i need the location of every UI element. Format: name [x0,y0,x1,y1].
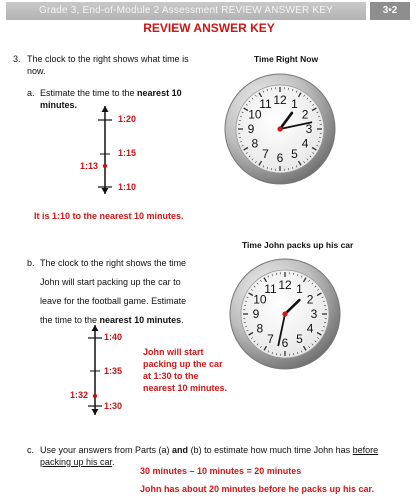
clock-b-number: 5 [296,332,303,347]
timeline-a-top-label: 1:20 [118,114,137,124]
clock-b-caption: Time John packs up his car [242,240,354,250]
clock-b-number: 1 [296,281,303,296]
module-badge: 3•2 [370,2,410,20]
timeline-a-bottom-label: 1:10 [118,182,137,192]
part-b-prompt-line3: leave for the football game. Estimate [40,296,187,306]
timeline-b [86,325,106,417]
part-b-prompt-line2: John will start packing up the car to [40,277,181,287]
timeline-b-top-label: 1:40 [104,332,123,342]
part-b-prompt-line4 [40,314,184,326]
clock-a-caption: Time Right Now [254,54,319,64]
clock-a-number: 11 [259,96,272,111]
part-a-prompt-bold: nearest 10 [137,88,182,98]
part-b-prompt-end: . [181,315,184,325]
part-a-prompt-line1 [40,87,182,99]
part-b-answer-line4: nearest 10 minutes. [143,383,228,393]
part-c-prompt-period: . [112,457,115,467]
part-c-prompt-and: and [172,445,189,455]
part-b-letter: b. [27,258,35,268]
part-b-answer-line1: John will start [143,347,204,357]
part-b-prompt-line1: The clock to the right shows the time [40,258,187,268]
part-a-prompt-text: Estimate the time to the [40,88,138,98]
clock-a [224,73,336,185]
clock-a-number: 6 [276,151,284,165]
problem-intro-line1: The clock to the right shows what time is [27,54,189,64]
part-c-prompt-before: before [352,445,379,455]
clock-a-number: 9 [247,122,255,136]
clock-a-number: 4 [301,136,309,151]
timeline-a [96,106,116,196]
clock-b-number: 11 [264,281,277,296]
clock-b [229,258,341,370]
timeline-b-mid-label: 1:35 [104,366,123,376]
part-b-answer-line2: packing up the car [143,359,223,369]
timeline-b-bottom-label: 1:30 [104,401,123,411]
part-a-letter: a. [27,88,35,98]
assessment-header: Grade 3, End-of-Module 2 Assessment REVIEW ANSWER KEY [6,2,366,20]
clock-a-number: 3 [305,122,313,136]
clock-a-number: 5 [291,147,298,162]
timeline-a-mid-label: 1:15 [118,148,137,158]
part-c-prompt-underlined: packing up his car [40,457,113,467]
clock-b-number: 2 [306,292,314,307]
clock-a-number: 2 [301,107,309,122]
clock-a-number: 10 [248,107,262,122]
clock-a-number: 1 [291,96,298,111]
part-c-answer-line2: John has about 20 minutes before he packs up his car. [140,484,375,494]
clock-b-number: 4 [306,321,314,336]
clock-a-number: 8 [251,136,259,151]
answer-key-title: REVIEW ANSWER KEY [143,21,275,35]
part-b-prompt-bold: nearest 10 minutes [99,315,182,325]
clock-b-number: 9 [252,307,260,321]
clock-b-number: 3 [310,307,318,321]
clock-b-number: 10 [253,292,267,307]
part-c-prompt-text-b: (b) to estimate how much time John has [188,445,353,455]
clock-a-number: 12 [273,93,287,107]
timeline-a-marked-label: 1:13 [80,161,99,171]
clock-b-number: 12 [278,278,292,292]
part-b-answer-line3: at 1:30 to the [143,371,199,381]
part-b-prompt-text: the time to the [40,315,100,325]
clock-a-center-pin [277,126,282,131]
clock-b-center-pin [282,311,287,316]
part-c-answer-line1: 30 minutes – 10 minutes = 20 minutes [140,466,302,476]
problem-intro-line2: now. [27,66,46,76]
part-c-letter: c. [27,445,35,455]
clock-b-number: 6 [281,336,289,350]
problem-number: 3. [13,54,21,64]
part-c-prompt-line1 [40,444,378,456]
part-a-prompt-line2: minutes. [40,100,78,110]
part-a-answer: It is 1:10 to the nearest 10 minutes. [34,211,184,221]
part-c-prompt-text-a: Use your answers from Parts (a) [40,445,173,455]
clock-a-number: 7 [262,147,269,162]
clock-b-number: 7 [267,332,274,347]
part-c-prompt-line2 [40,456,115,468]
timeline-b-marked-label: 1:32 [70,390,89,400]
clock-b-number: 8 [256,321,264,336]
